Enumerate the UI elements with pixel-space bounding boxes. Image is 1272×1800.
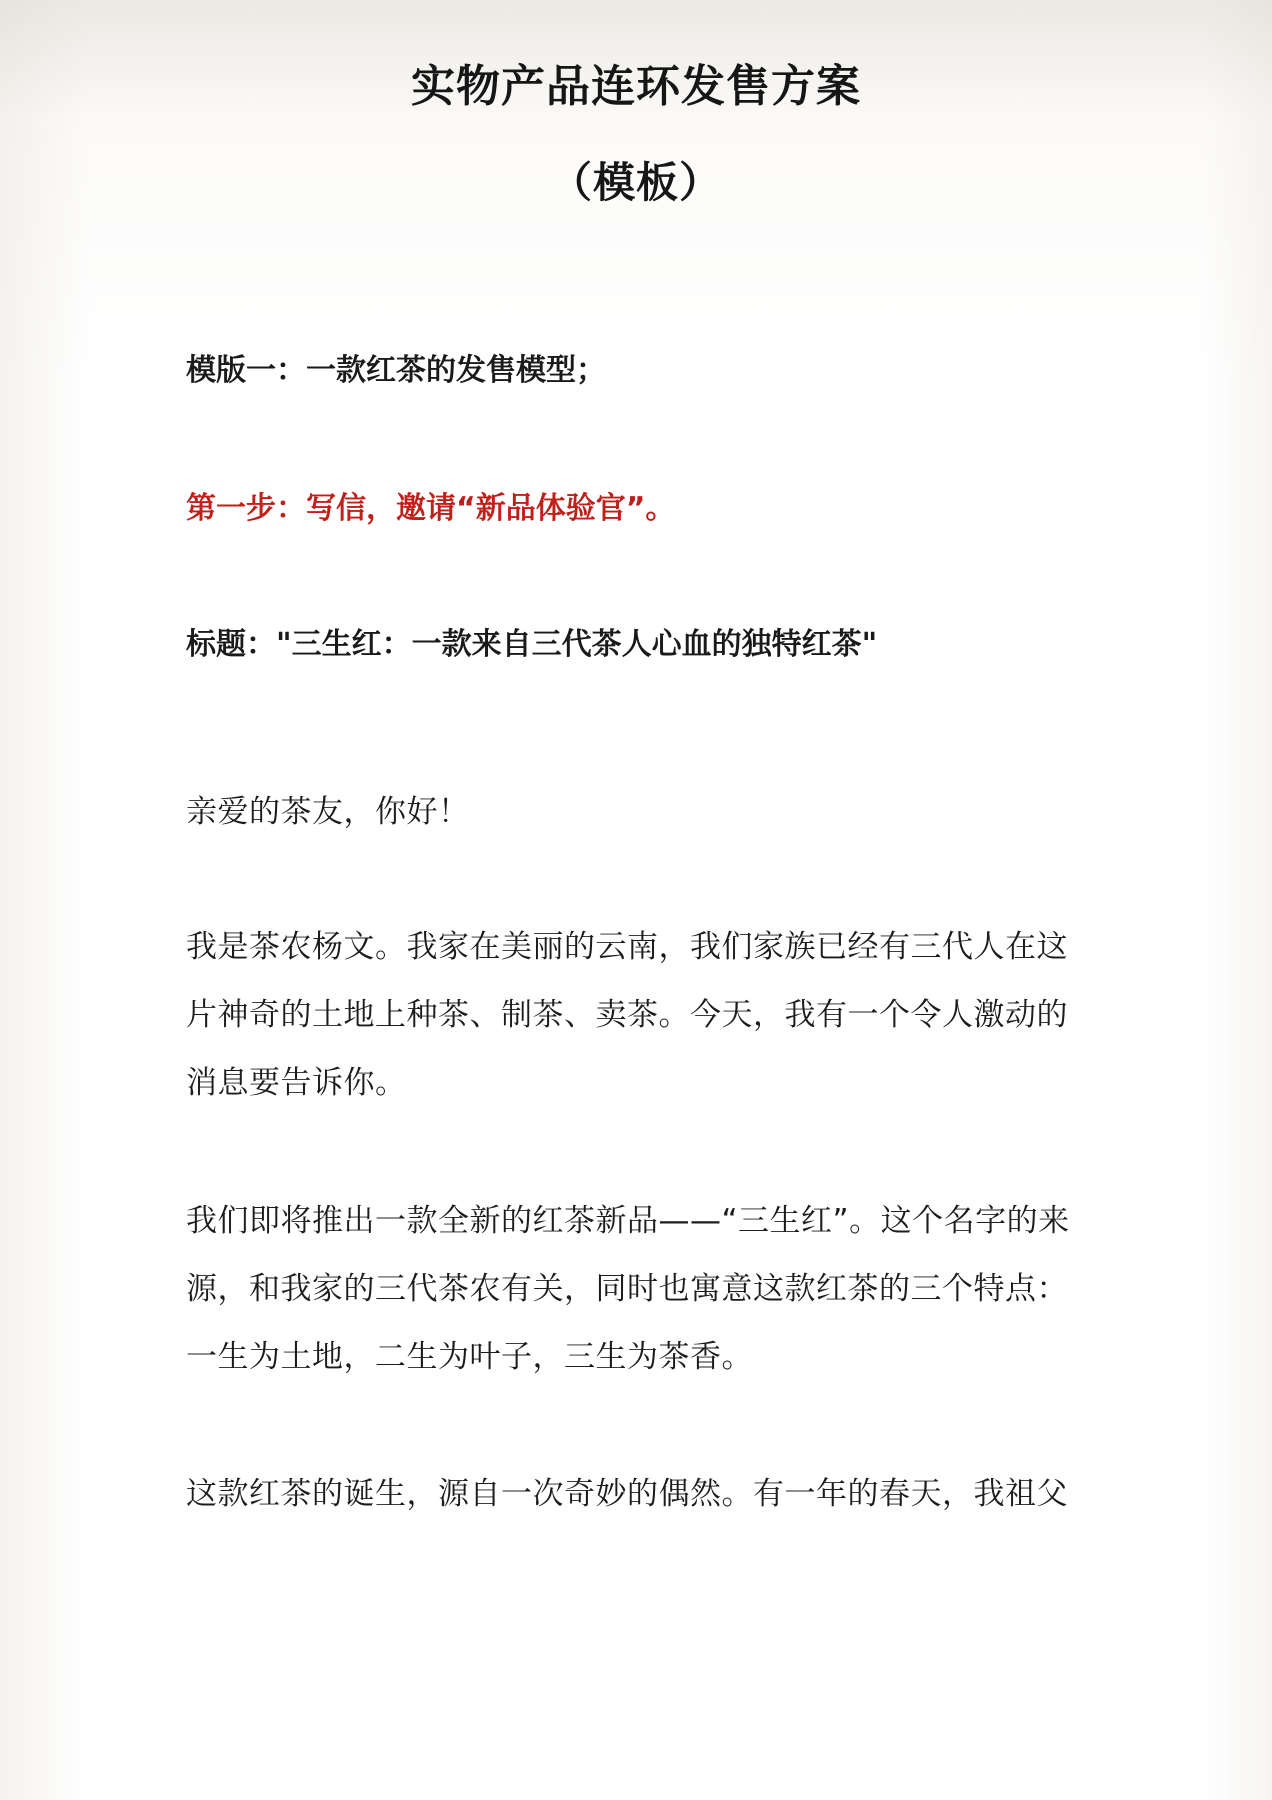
step-heading: 第一步：写信，邀请“新品体验官”。 xyxy=(186,491,676,526)
letter-paragraph-1: 我是茶农杨文。我家在美丽的云南，我们家族已经有三代人在这片神奇的土地上种茶、制茶、卖茶。今天，我有一个令人激动的消息要告诉你。 xyxy=(186,929,1068,1101)
document-title: 实物产品连环发售方案 xyxy=(411,61,861,112)
letter-title: 标题："三生红：一款来自三代茶人心血的独特红茶" xyxy=(186,627,878,662)
letter-paragraph-2: 我们即将推出一款全新的红茶新品——“三生红”。这个名字的来源，和我家的三代茶农有关，同时也寓意这款红茶的三个特点：一生为土地，二生为叶子，三生为茶香。 xyxy=(186,1203,1070,1375)
letter-greeting: 亲爱的茶友，你好！ xyxy=(186,794,470,830)
letter-paragraph-3: 这款红茶的诞生，源自一次奇妙的偶然。有一年的春天，我祖父 xyxy=(186,1476,1068,1512)
document-subtitle: （模板） xyxy=(549,158,722,207)
section-heading: 模版一：一款红茶的发售模型； xyxy=(186,353,606,388)
